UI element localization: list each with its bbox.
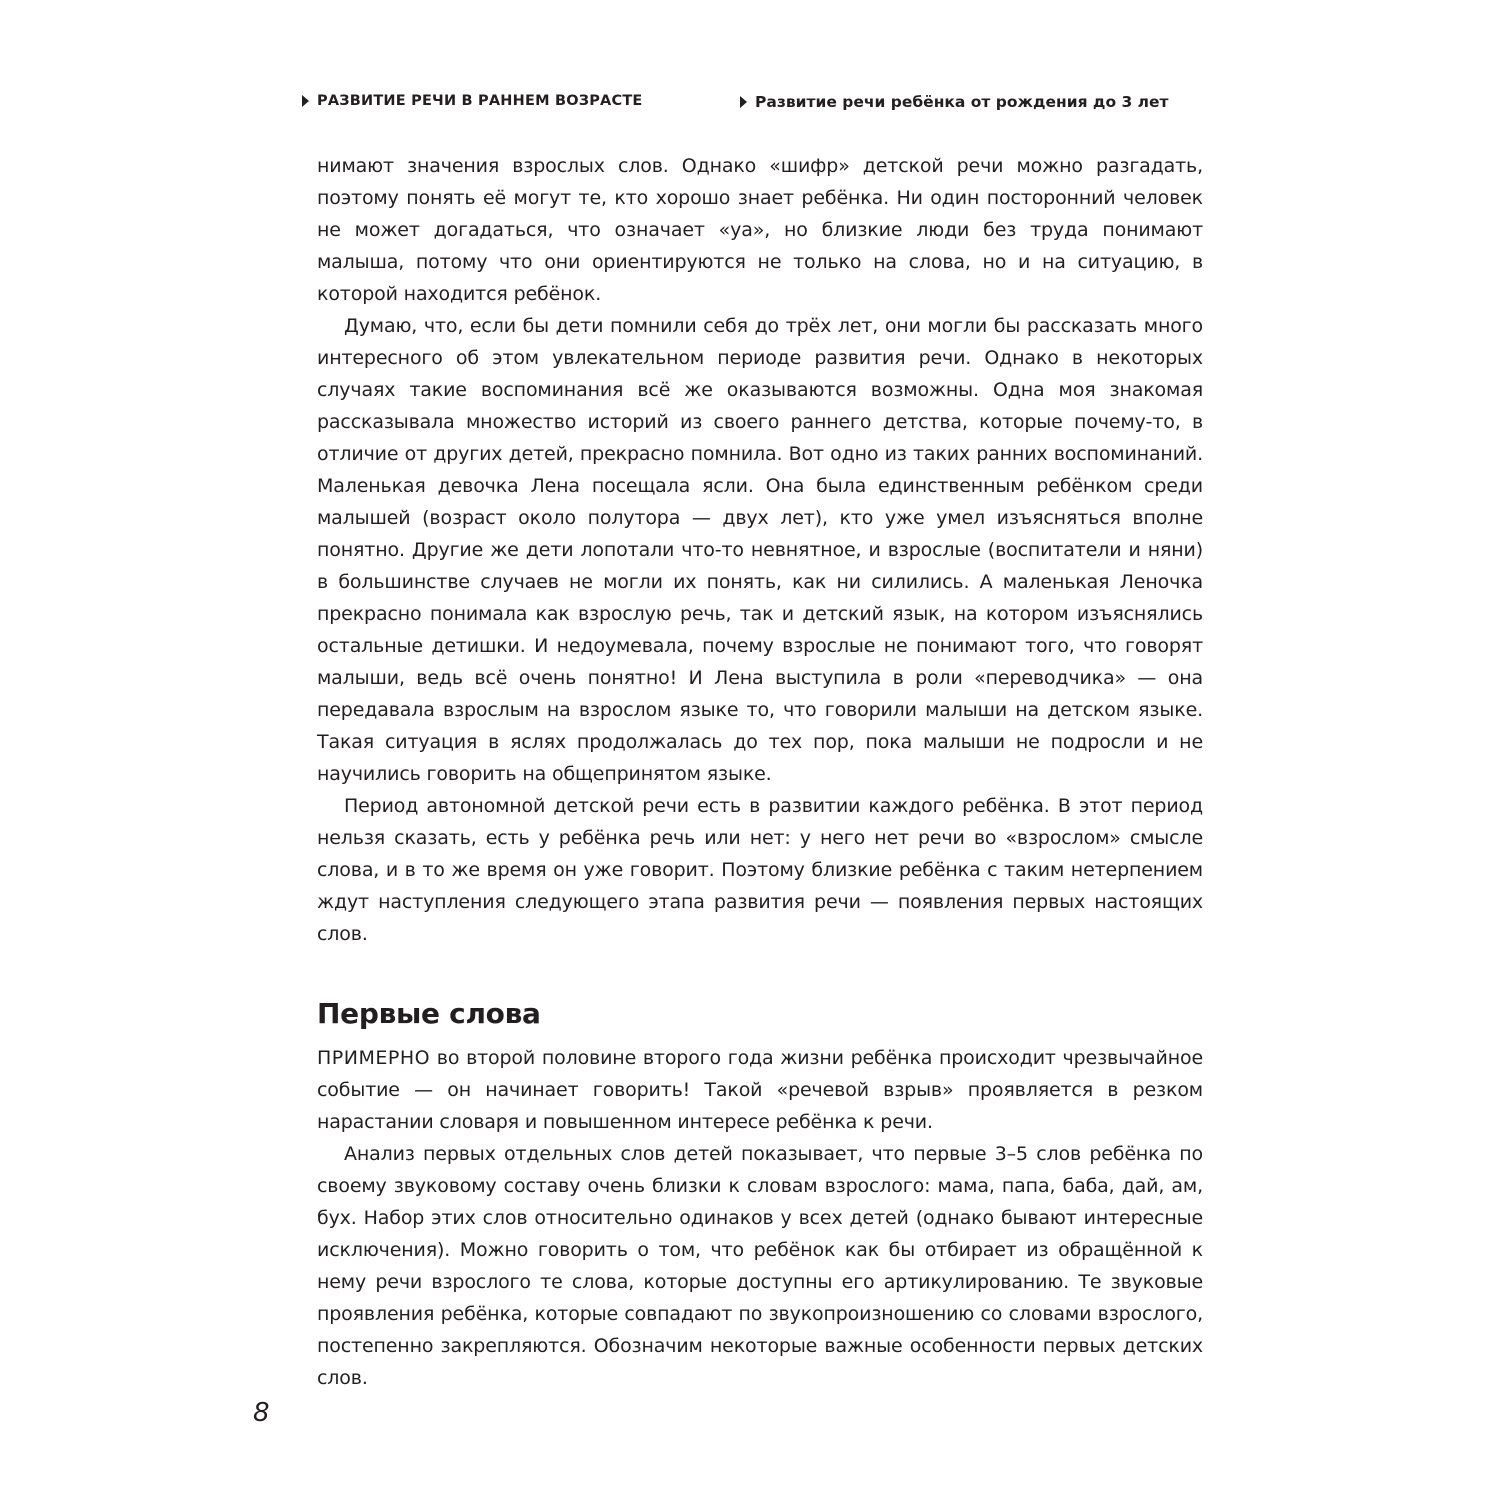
section-lead-paragraph — [317, 1042, 1203, 1138]
page-number: 8 — [253, 1398, 270, 1428]
triangle-marker-icon — [740, 96, 747, 108]
triangle-marker-icon — [302, 95, 309, 107]
paragraph-first-words-analysis: Анализ первых отдельных слов детей показывает, что первые 3–5 слов ребёнка по своему звуковому составу очень близки к словам взрослого: мама, папа, баба, дай, ам, бух. Набор этих слов относительно одинаков у всех детей (однако бывают интересные исключения). Можно говорить о том, что ребёнок как бы отбирает из обращённой к нему речи взрослого те слова, которые доступны его артикулированию. Те звуковые проявления ребёнка, которые совпадают по звукопроизношению со словами взрослого, постепенно закрепляются. Обозначим некоторые важные особенности первых детских слов. — [317, 1143, 1203, 1389]
paragraph-autonomous-speech: Период автономной детской речи есть в развитии каждого ребёнка. В этот период нельзя сказать, есть у ребёнка речь или нет: у него нет речи во «взрослом» смысле слова, и в то же время он уже говорит. Поэтому близкие ребёнка с таким нетерпением ждут наступления следующего этапа развития речи — появления первых настоящих слов. — [317, 795, 1203, 945]
lead-paragraph-text: во второй половине второго года жизни ребёнка происходит чрезвычайное событие — он начинает говорить! Такой «речевой взрыв» проявляется в резком нарастании словаря и повышенном интересе ребёнка к речи. — [317, 1047, 1203, 1133]
section-heading: Первые слова — [317, 997, 541, 1030]
running-header-left — [302, 93, 643, 109]
main-text — [317, 150, 1203, 1394]
running-header — [302, 93, 1202, 117]
lead-word: ПРИМЕРНО — [317, 1047, 431, 1069]
running-header-right — [740, 93, 1169, 111]
chapter-title: Развитие речи ребёнка от рождения до 3 лет — [755, 93, 1169, 111]
book-section-title: РАЗВИТИЕ РЕЧИ В РАННЕМ ВОЗРАСТЕ — [317, 93, 643, 109]
paragraph-continuation: нимают значения взрослых слов. Однако «шифр» детской речи можно разгадать, поэтому понять её могут те, кто хорошо знает ребёнка. Ни один посторонний человек не может догадаться, что означает «уа», но близкие люди без труда понимают малыша, потому что они ориентируются не только на слова, но и на ситуацию, в которой находится ребёнок. — [317, 155, 1203, 305]
paragraph-memories: Думаю, что, если бы дети помнили себя до трёх лет, они могли бы рассказать много интересного об этом увлекательном периоде развития речи. Однако в некоторых случаях такие воспоминания всё же оказываются возможны. Одна моя знакомая рассказывала множество историй из своего раннего детства, которые почему-то, в отличие от других детей, прекрасно помнила. Вот одно из таких ранних воспоминаний. Маленькая девочка Лена посещала ясли. Она была единственным ребёнком среди малышей (возраст около полутора — двух лет), кто уже умел изъясняться вполне понятно. Другие же дети лопотали что-то невнятное, и взрослые (воспитатели и няни) в большинстве случаев не могли их понять, как ни силились. А маленькая Леночка прекрасно понимала как взрослую речь, так и детский язык, на котором изъяснялись остальные детишки. И недоумевала, почему взрослые не понимают того, что говорят малыши, ведь всё очень понятно! И Лена выступила в роли «переводчика» — она передавала взрослым на взрослом языке то, что говорили малыши на детском языке. Такая ситуация в яслях продолжалась до тех пор, пока малыши не подросли и не научились говорить на общепринятом языке. — [317, 315, 1203, 785]
